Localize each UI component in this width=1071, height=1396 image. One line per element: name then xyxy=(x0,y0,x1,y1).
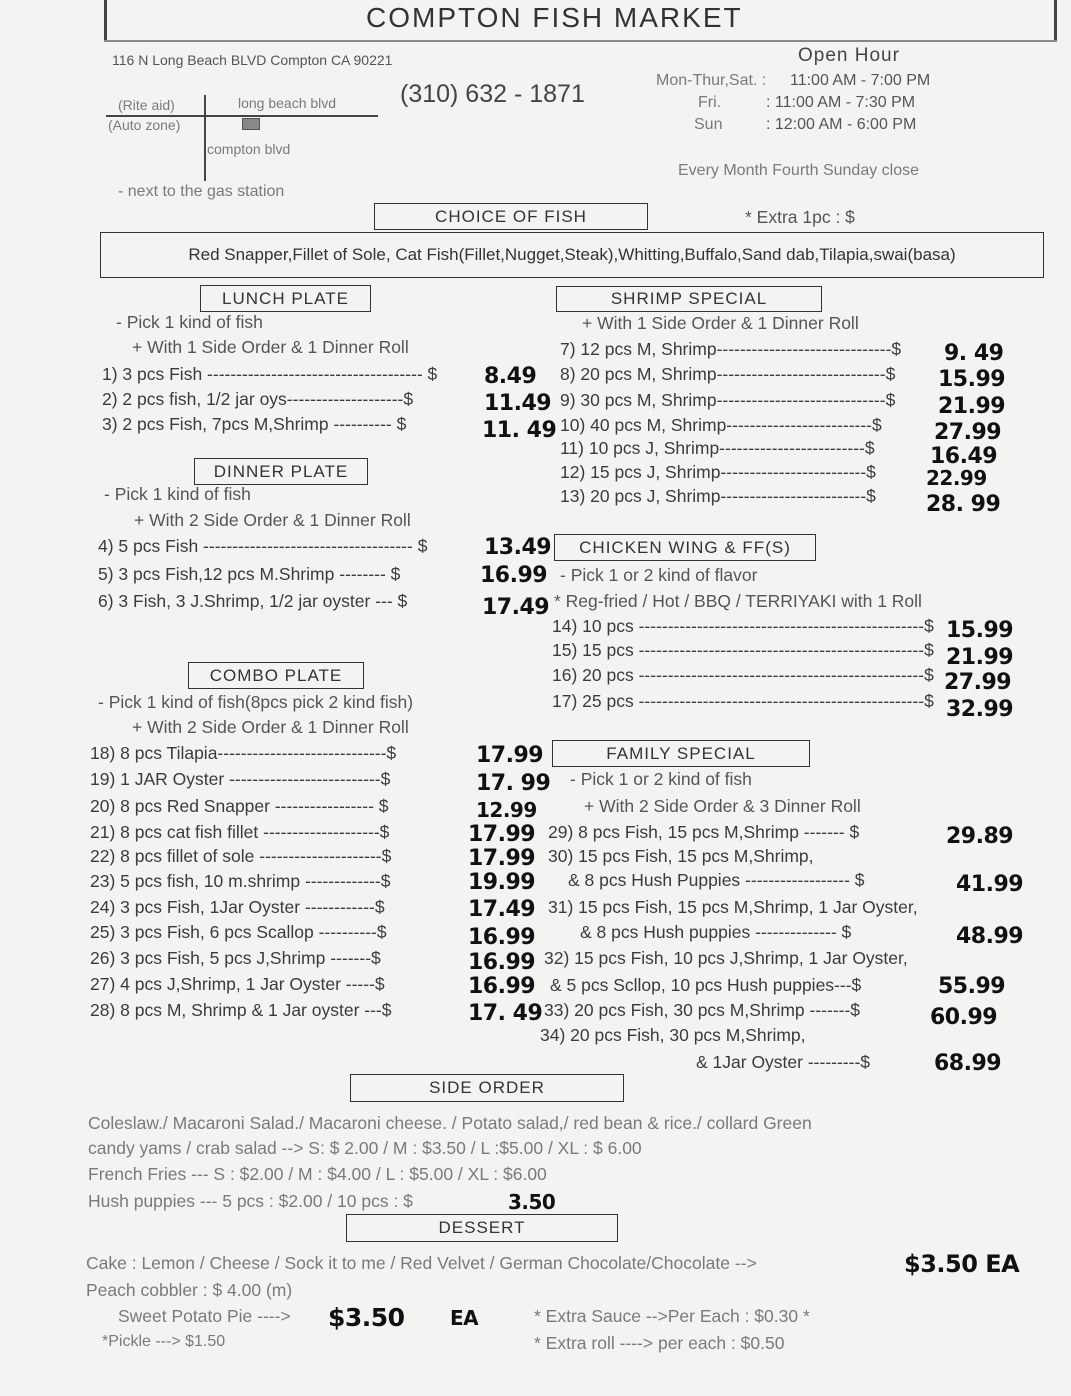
combo-price-25: 16.99 xyxy=(468,925,536,950)
choice-extra: * Extra 1pc : $ xyxy=(745,207,855,227)
map-auto-zone: (Auto zone) xyxy=(108,117,181,133)
combo-item-21: 21) 8 pcs cat fish fillet --------------------$ xyxy=(90,822,390,842)
family-item-32b: & 5 pcs Scllop, 10 pcs Hush puppies---$ xyxy=(550,975,862,995)
lunch-price-1: 8.49 xyxy=(484,364,537,389)
family-item-29: 29) 8 pcs Fish, 15 pcs M,Shrimp ------- $ xyxy=(548,822,860,842)
dessert-cobbler: Peach cobbler : $ 4.00 (m) xyxy=(86,1280,293,1300)
family-item-30b: & 8 pcs Hush Puppies ------------------ $ xyxy=(568,870,865,890)
map-marker-icon xyxy=(242,118,260,130)
combo-desc-1: - Pick 1 kind of fish(8pcs pick 2 kind fish) xyxy=(98,692,414,712)
side-line-2: candy yams / crab salad --> S: $ 2.00 / M : $3.50 / L :$5.00 / XL : $ 6.00 xyxy=(88,1138,642,1158)
combo-price-28: 17. 49 xyxy=(468,1001,543,1026)
dessert-pie: Sweet Potato Pie ----> xyxy=(118,1306,291,1326)
address: 116 N Long Beach BLVD Compton CA 90221 xyxy=(112,52,393,68)
family-item-30a: 30) 15 pcs Fish, 15 pcs M,Shrimp, xyxy=(548,846,814,866)
hours-days-3: Sun xyxy=(694,116,723,133)
hours-time-2: : 11:00 AM - 7:30 PM xyxy=(766,94,916,111)
extra-roll: * Extra roll ----> per each : $0.50 xyxy=(534,1333,785,1353)
dinner-label: DINNER PLATE xyxy=(194,458,368,485)
combo-item-26: 26) 3 pcs Fish, 5 pcs J,Shrimp -------$ xyxy=(90,948,381,968)
shrimp-item-11: 11) 10 pcs J, Shrimp-------------------------$ xyxy=(560,438,875,458)
map-compton: compton blvd xyxy=(207,141,291,157)
wings-item-16: 16) 20 pcs -------------------------------------------------$ xyxy=(552,665,934,685)
dinner-price-6: 17.49 xyxy=(482,595,550,620)
combo-item-22: 22) 8 pcs fillet of sole ---------------------$ xyxy=(90,846,392,866)
hush-price: 3.50 xyxy=(508,1190,556,1214)
dessert-pie-price: $3.50 xyxy=(328,1303,405,1332)
wings-desc-1: - Pick 1 or 2 kind of flavor xyxy=(560,565,758,585)
lunch-price-3: 11. 49 xyxy=(482,418,557,443)
side-line-3: French Fries --- S : $2.00 / M : $4.00 / L : $5.00 / XL : $6.00 xyxy=(88,1164,547,1184)
combo-price-23: 19.99 xyxy=(468,870,536,895)
family-price-29: 29.89 xyxy=(946,824,1014,849)
family-item-32a: 32) 15 pcs Fish, 10 pcs J,Shrimp, 1 Jar Oyster, xyxy=(544,948,908,968)
family-item-34a: 34) 20 pcs Fish, 30 pcs M,Shrimp, xyxy=(540,1025,806,1045)
lunch-desc-1: - Pick 1 kind of fish xyxy=(116,312,263,332)
dinner-price-5: 16.99 xyxy=(480,563,548,588)
family-label: FAMILY SPECIAL xyxy=(552,740,810,767)
dessert-label: DESSERT xyxy=(346,1214,618,1242)
family-price-30: 41.99 xyxy=(956,872,1024,897)
lunch-item-1: 1) 3 pcs Fish ------------------------------------- $ xyxy=(102,364,438,384)
choice-label: CHOICE OF FISH xyxy=(374,203,648,230)
shrimp-item-9: 9) 30 pcs M, Shrimp-----------------------------$ xyxy=(560,390,896,410)
dinner-item-4: 4) 5 pcs Fish ------------------------------------ $ xyxy=(98,536,428,556)
wings-item-14: 14) 10 pcs -------------------------------------------------$ xyxy=(552,616,934,636)
wings-item-17: 17) 25 pcs -------------------------------------------------$ xyxy=(552,691,934,711)
combo-item-19: 19) 1 JAR Oyster --------------------------$ xyxy=(90,769,391,789)
hours-days-2: Fri. xyxy=(698,94,722,111)
extra-sauce: * Extra Sauce -->Per Each : $0.30 * xyxy=(534,1306,810,1326)
map-road-v xyxy=(204,95,206,181)
shrimp-desc: + With 1 Side Order & 1 Dinner Roll xyxy=(582,313,859,333)
phone: (310) 632 - 1871 xyxy=(400,80,585,108)
shrimp-item-12: 12) 15 pcs J, Shrimp-------------------------$ xyxy=(560,462,876,482)
family-price-34: 68.99 xyxy=(934,1051,1002,1076)
fish-list: Red Snapper,Fillet of Sole, Cat Fish(Fillet,Nugget,Steak),Whitting,Buffalo,Sand dab,Tilapia,swai(basa) xyxy=(100,232,1044,278)
lunch-price-2: 11.49 xyxy=(484,391,552,416)
family-item-31a: 31) 15 pcs Fish, 15 pcs M,Shrimp, 1 Jar Oyster, xyxy=(548,897,918,917)
combo-item-27: 27) 4 pcs J,Shrimp, 1 Jar Oyster -----$ xyxy=(90,974,385,994)
side-line-1: Coleslaw./ Macaroni Salad./ Macaroni cheese. / Potato salad,/ red bean & rice./ collard Green xyxy=(88,1113,812,1133)
hours-time-1: 11:00 AM - 7:00 PM xyxy=(790,72,931,89)
combo-item-28: 28) 8 pcs M, Shrimp & 1 Jar oyster ---$ xyxy=(90,1000,392,1020)
pickle-note: *Pickle ---> $1.50 xyxy=(102,1333,226,1350)
dinner-desc-2: + With 2 Side Order & 1 Dinner Roll xyxy=(134,510,411,530)
combo-item-20: 20) 8 pcs Red Snapper ----------------- $ xyxy=(90,796,389,816)
closed-note: Every Month Fourth Sunday close xyxy=(678,162,920,179)
dinner-price-4: 13.49 xyxy=(484,535,552,560)
shrimp-item-13: 13) 20 pcs J, Shrimp-------------------------$ xyxy=(560,486,876,506)
combo-price-22: 17.99 xyxy=(468,846,536,871)
family-item-34b: & 1Jar Oyster ---------$ xyxy=(696,1052,871,1072)
dessert-cake: Cake : Lemon / Cheese / Sock it to me / Red Velvet / German Chocolate/Chocolate --> xyxy=(86,1253,757,1273)
family-price-33: 60.99 xyxy=(930,1005,998,1030)
combo-item-25: 25) 3 pcs Fish, 6 pcs Scallop ----------$ xyxy=(90,922,387,942)
combo-price-26: 16.99 xyxy=(468,950,536,975)
shrimp-price-7: 9. 49 xyxy=(944,341,1004,366)
combo-item-23: 23) 5 pcs fish, 10 m.shrimp -------------$ xyxy=(90,871,391,891)
hours-title: Open Hour xyxy=(798,45,900,66)
combo-price-19: 17. 99 xyxy=(476,771,551,796)
combo-price-27: 16.99 xyxy=(468,974,536,999)
lunch-desc-2: + With 1 Side Order & 1 Dinner Roll xyxy=(132,337,409,357)
family-price-31: 48.99 xyxy=(956,924,1024,949)
lunch-label: LUNCH PLATE xyxy=(200,285,371,312)
map-rite-aid: (Rite aid) xyxy=(118,97,175,113)
wings-price-17: 32.99 xyxy=(946,697,1014,722)
combo-price-20: 12.99 xyxy=(476,798,537,822)
dinner-item-6: 6) 3 Fish, 3 J.Shrimp, 1/2 jar oyster --- $ xyxy=(98,591,408,611)
family-price-32: 55.99 xyxy=(938,974,1006,999)
shrimp-price-11: 16.49 xyxy=(930,444,998,469)
hours-days-1: Mon-Thur,Sat. : xyxy=(656,72,767,89)
wings-price-14: 15.99 xyxy=(946,618,1014,643)
combo-price-18: 17.99 xyxy=(476,743,544,768)
combo-desc-2: + With 2 Side Order & 1 Dinner Roll xyxy=(132,717,409,737)
dessert-cake-price: $3.50 EA xyxy=(904,1250,1020,1278)
shrimp-price-10: 27.99 xyxy=(934,420,1002,445)
map-road-h xyxy=(106,115,378,117)
combo-price-21: 17.99 xyxy=(468,822,536,847)
side-label: SIDE ORDER xyxy=(350,1074,624,1102)
shrimp-price-13: 28. 99 xyxy=(926,492,1001,517)
map-next-to: - next to the gas station xyxy=(118,183,285,200)
family-desc-2: + With 2 Side Order & 3 Dinner Roll xyxy=(584,796,861,816)
page-title: COMPTON FISH MARKET xyxy=(366,2,743,33)
combo-item-24: 24) 3 pcs Fish, 1Jar Oyster ------------$ xyxy=(90,897,385,917)
wings-price-16: 27.99 xyxy=(944,670,1012,695)
wings-item-15: 15) 15 pcs -------------------------------------------------$ xyxy=(552,640,934,660)
family-desc-1: - Pick 1 or 2 kind of fish xyxy=(570,769,752,789)
hours-time-3: : 12:00 AM - 6:00 PM xyxy=(766,116,917,133)
combo-price-24: 17.49 xyxy=(468,897,536,922)
shrimp-item-7: 7) 12 pcs M, Shrimp------------------------------$ xyxy=(560,339,902,359)
shrimp-price-12: 22.99 xyxy=(926,466,987,490)
family-item-31b: & 8 pcs Hush puppies -------------- $ xyxy=(580,922,852,942)
dessert-pie-ea: EA xyxy=(450,1306,479,1330)
wings-desc-2: * Reg-fried / Hot / BBQ / TERRIYAKI with 1 Roll xyxy=(554,591,922,611)
shrimp-item-8: 8) 20 pcs M, Shrimp-----------------------------$ xyxy=(560,364,896,384)
combo-item-18: 18) 8 pcs Tilapia-----------------------------$ xyxy=(90,743,397,763)
wings-price-15: 21.99 xyxy=(946,645,1014,670)
wings-label: CHICKEN WING & FF(S) xyxy=(554,534,816,561)
shrimp-item-10: 10) 40 pcs M, Shrimp-------------------------$ xyxy=(560,415,882,435)
shrimp-label: SHRIMP SPECIAL xyxy=(556,286,822,312)
combo-label: COMBO PLATE xyxy=(188,662,364,689)
map-long-beach: long beach blvd xyxy=(238,95,337,111)
lunch-item-2: 2) 2 pcs fish, 1/2 jar oys--------------------$ xyxy=(102,389,414,409)
family-item-33: 33) 20 pcs Fish, 30 pcs M,Shrimp -------$ xyxy=(544,1000,861,1020)
dinner-desc-1: - Pick 1 kind of fish xyxy=(104,484,251,504)
shrimp-price-8: 15.99 xyxy=(938,367,1006,392)
shrimp-price-9: 21.99 xyxy=(938,394,1006,419)
lunch-item-3: 3) 2 pcs Fish, 7pcs M,Shrimp ---------- $ xyxy=(102,414,407,434)
dinner-item-5: 5) 3 pcs Fish,12 pcs M.Shrimp -------- $ xyxy=(98,564,401,584)
side-line-4: Hush puppies --- 5 pcs : $2.00 / 10 pcs : $ xyxy=(88,1191,413,1211)
